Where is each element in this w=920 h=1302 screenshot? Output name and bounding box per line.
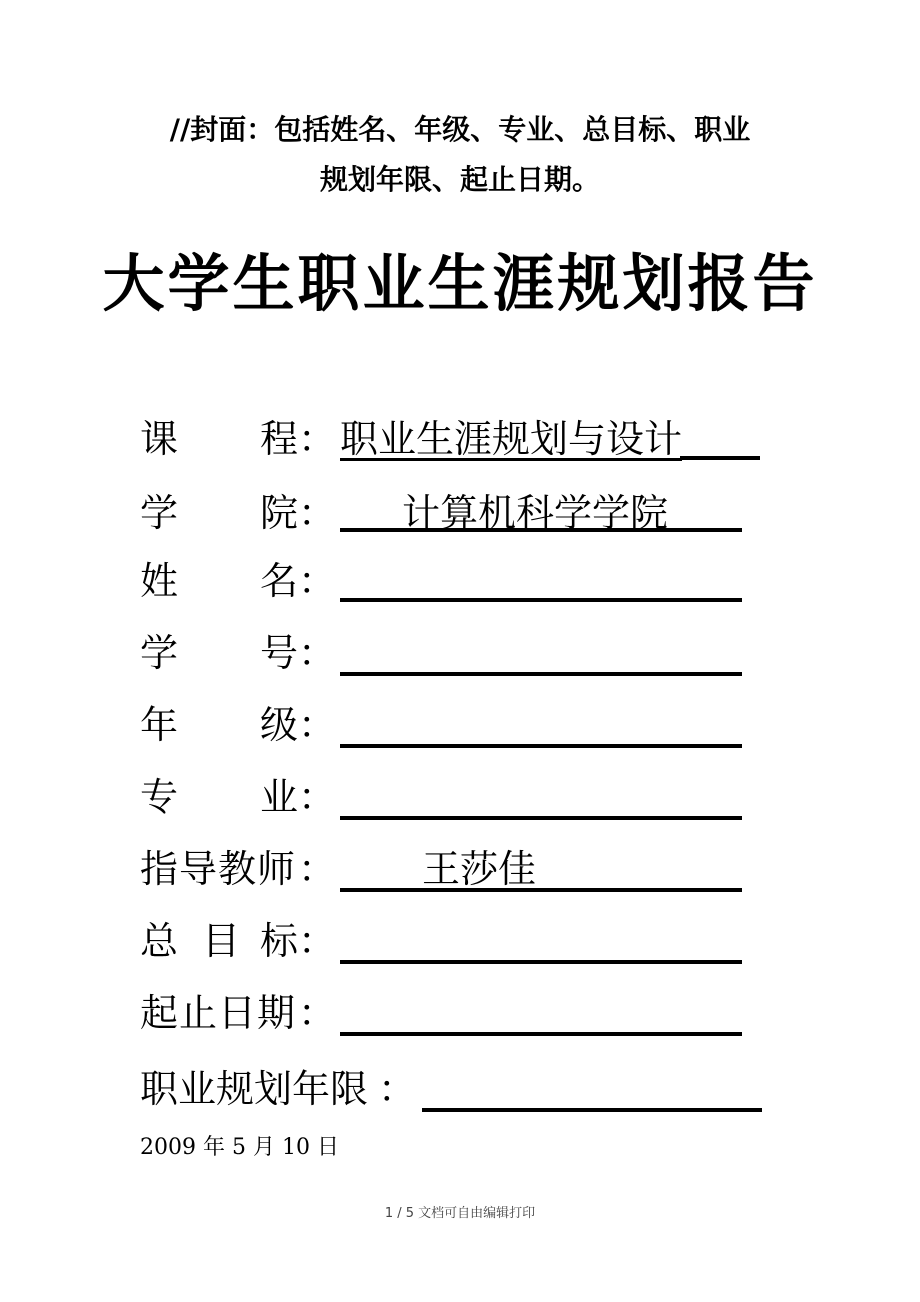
field-goal-label-char-3: 标 — [260, 919, 299, 963]
field-goal-underline — [340, 960, 742, 964]
field-name-label-char-2: 名 — [260, 559, 299, 603]
field-student-id-colon: ： — [298, 631, 337, 675]
field-dates-label: 起止日期 — [140, 991, 297, 1035]
field-college-underline — [340, 528, 742, 532]
field-plan-years-underline — [422, 1108, 762, 1112]
field-student-id-label-char-2: 号 — [260, 631, 299, 675]
header-note-line-1: //封面：包括姓名、年级、专业、总目标、职业 — [169, 113, 751, 146]
field-student-id-label-char-1: 学 — [140, 631, 179, 675]
field-advisor-value: 王莎佳 — [422, 847, 537, 891]
field-college-value: 计算机科学学院 — [402, 491, 669, 535]
field-college-label-char-2: 院 — [260, 491, 299, 535]
field-grade-underline — [340, 744, 742, 748]
field-student-id-underline — [340, 672, 742, 676]
field-college-colon: ： — [298, 491, 337, 535]
page-footer: 1 / 5 文档可自由编辑打印 — [384, 1206, 536, 1221]
field-goal-colon: ： — [298, 919, 337, 963]
field-major-underline — [340, 816, 742, 820]
field-course-label-char-2: 程 — [260, 417, 299, 461]
field-major-label-char-1: 专 — [140, 775, 179, 819]
field-goal-label-char-2: 目 — [202, 919, 241, 963]
field-college-label-char-1: 学 — [140, 491, 179, 535]
field-advisor-label: 指导教师 — [140, 847, 297, 891]
field-grade-label-char-1: 年 — [140, 703, 179, 747]
field-course-label-char-1: 课 — [140, 417, 179, 461]
field-course-value: 职业生涯规划与设计 — [340, 417, 683, 461]
field-name-colon: ： — [298, 559, 337, 603]
field-goal-label-char-1: 总 — [140, 919, 179, 963]
field-plan-years-label: 职业规划年限 — [140, 1067, 369, 1111]
field-dates-colon: ： — [298, 991, 337, 1035]
field-advisor-colon: ： — [298, 847, 337, 891]
header-note-line-2: 规划年限、起止日期。 — [319, 163, 600, 196]
field-course-underline — [680, 456, 760, 460]
field-course-colon: ： — [298, 417, 337, 461]
report-title: 大学生职业生涯规划报告 — [102, 247, 818, 320]
field-name-underline — [340, 598, 742, 602]
field-grade-colon: ： — [298, 703, 337, 747]
field-grade-label-char-2: 级 — [260, 703, 299, 747]
field-major-label-char-2: 业 — [260, 775, 299, 819]
field-advisor-underline — [340, 888, 742, 892]
field-plan-years-colon: ： — [378, 1067, 417, 1111]
field-name-label-char-1: 姓 — [140, 559, 179, 603]
field-dates-underline — [340, 1032, 742, 1036]
field-major-colon: ： — [298, 775, 337, 819]
report-date: 2009 年 5 月 10 日 — [140, 1135, 339, 1160]
